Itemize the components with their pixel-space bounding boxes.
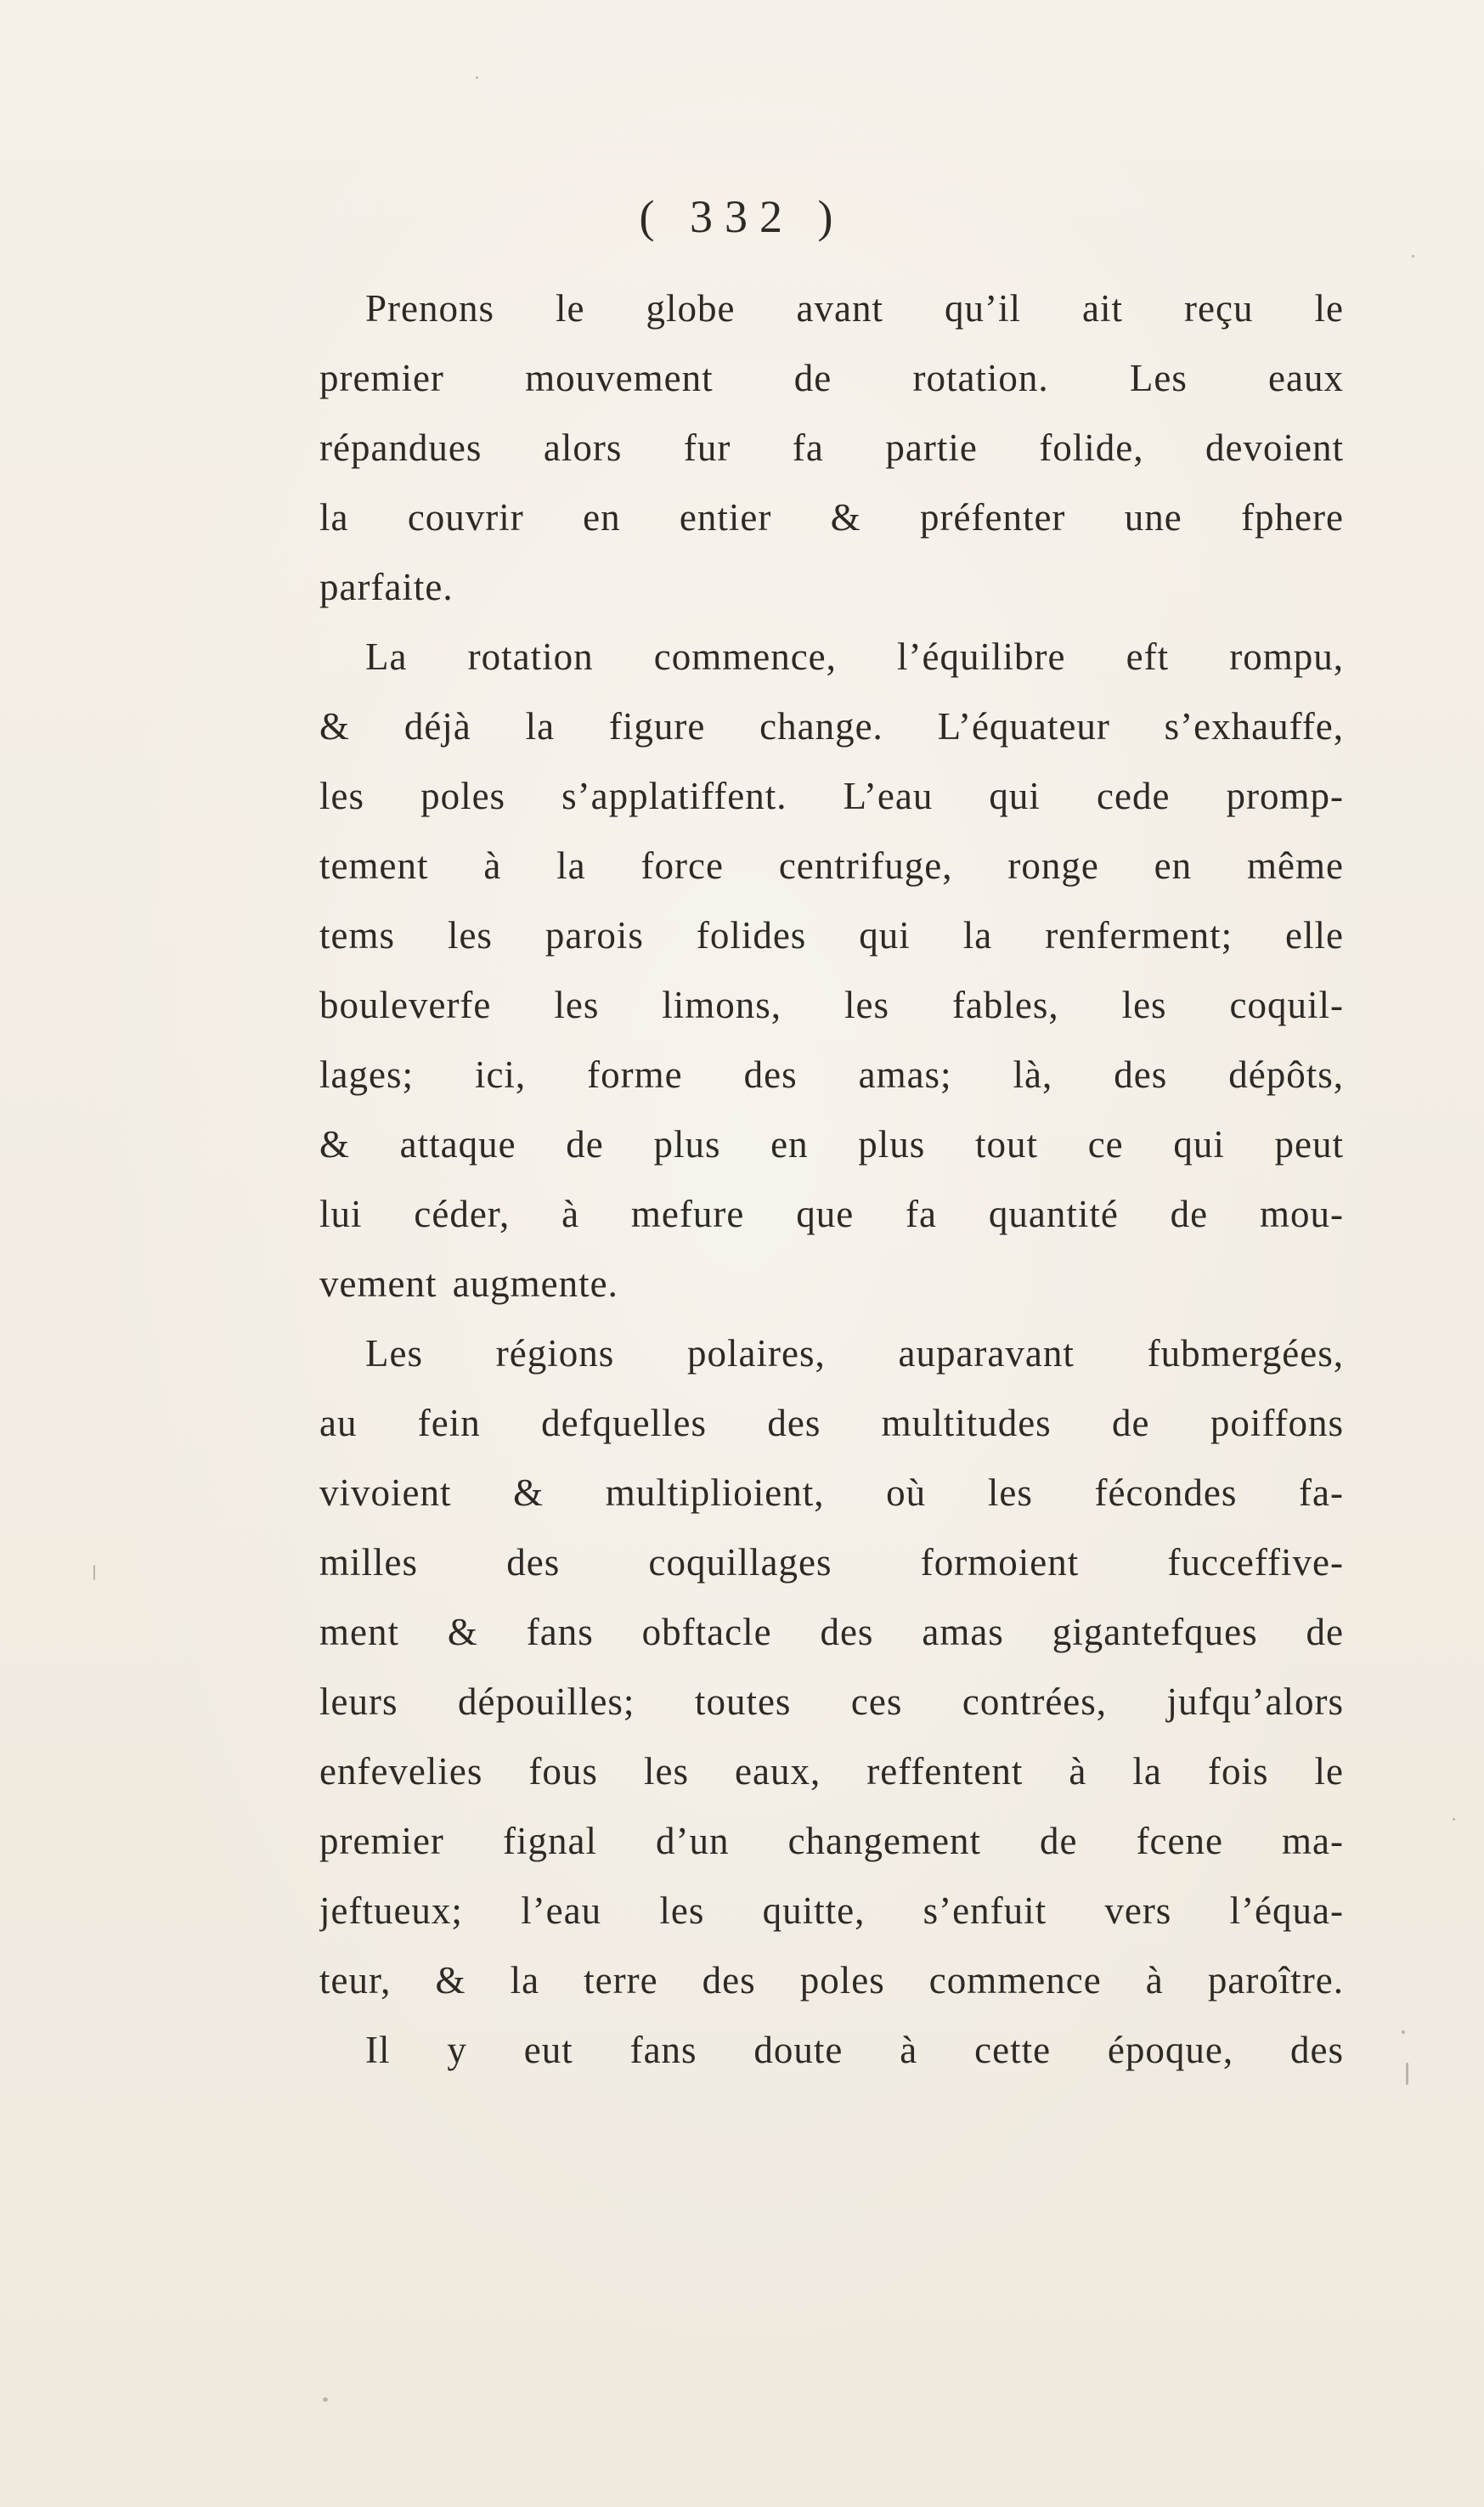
body-text xyxy=(0,274,1484,2071)
text-line-1: Prenons le globe avant qu’il ait reçu le xyxy=(365,287,1344,330)
text-line-4: la couvrir en entier & préfenter une fphere xyxy=(319,496,1344,539)
text-line-2: premier mouvement de rotation. Les eaux xyxy=(319,357,1344,399)
text-line-17: au fein defquelles des multitudes de poiffons xyxy=(319,1402,1344,1444)
text-line-25: teur, & la terre des poles commence à paroître. xyxy=(319,1959,1344,2002)
text-line-24: jeftueux; l’eau les quitte, s’enfuit vers l’équa- xyxy=(319,1889,1344,1932)
page-number: ( 332 ) xyxy=(639,191,845,242)
text-line-18: vivoient & multiplioient, où les fécondes fa- xyxy=(319,1471,1344,1514)
text-line-21: leurs dépouilles; toutes ces contrées, jufqu’alors xyxy=(319,1680,1344,1723)
paper-speck xyxy=(1453,1818,1455,1821)
text-line-26: Il y eut fans doute à cette époque, des xyxy=(365,2029,1344,2071)
text-line-19: milles des coquillages formoient fucceffive- xyxy=(319,1541,1344,1584)
text-line-12: lages; ici, forme des amas; là, des dépôts, xyxy=(319,1053,1344,1096)
text-line-5: parfaite. xyxy=(319,566,454,608)
text-line-15: vement augmente. xyxy=(319,1262,618,1305)
text-line-6: La rotation commence, l’équilibre eft rompu, xyxy=(365,635,1344,678)
paper-speck xyxy=(476,76,478,79)
paper-speck xyxy=(1406,2063,1408,2085)
paper-speck xyxy=(93,1565,95,1580)
text-line-7: & déjà la figure change. L’équateur s’exhauffe, xyxy=(319,705,1344,748)
text-line-20: ment & fans obftacle des amas gigantefques de xyxy=(319,1611,1344,1653)
text-line-10: tems les parois folides qui la renferment; elle xyxy=(319,914,1344,957)
text-line-23: premier fignal d’un changement de fcene ma- xyxy=(319,1820,1344,1862)
text-line-11: bouleverfe les limons, les fables, les coquil- xyxy=(319,984,1344,1026)
paper-speck xyxy=(1402,2030,1405,2034)
text-line-8: les poles s’applatiffent. L’eau qui cede promp- xyxy=(319,775,1344,817)
text-line-13: & attaque de plus en plus tout ce qui peut xyxy=(319,1123,1344,1166)
text-line-9: tement à la force centrifuge, ronge en même xyxy=(319,844,1344,887)
text-line-16: Les régions polaires, auparavant fubmergées, xyxy=(365,1332,1344,1375)
text-line-3: répandues alors fur fa partie folide, devoient xyxy=(319,426,1344,469)
text-line-22: enfevelies fous les eaux, reffentent à la fois le xyxy=(319,1750,1344,1793)
paper-speck xyxy=(323,2397,328,2402)
paper-speck xyxy=(1412,255,1414,257)
text-line-14: lui céder, à mefure que fa quantité de mou- xyxy=(319,1193,1344,1235)
